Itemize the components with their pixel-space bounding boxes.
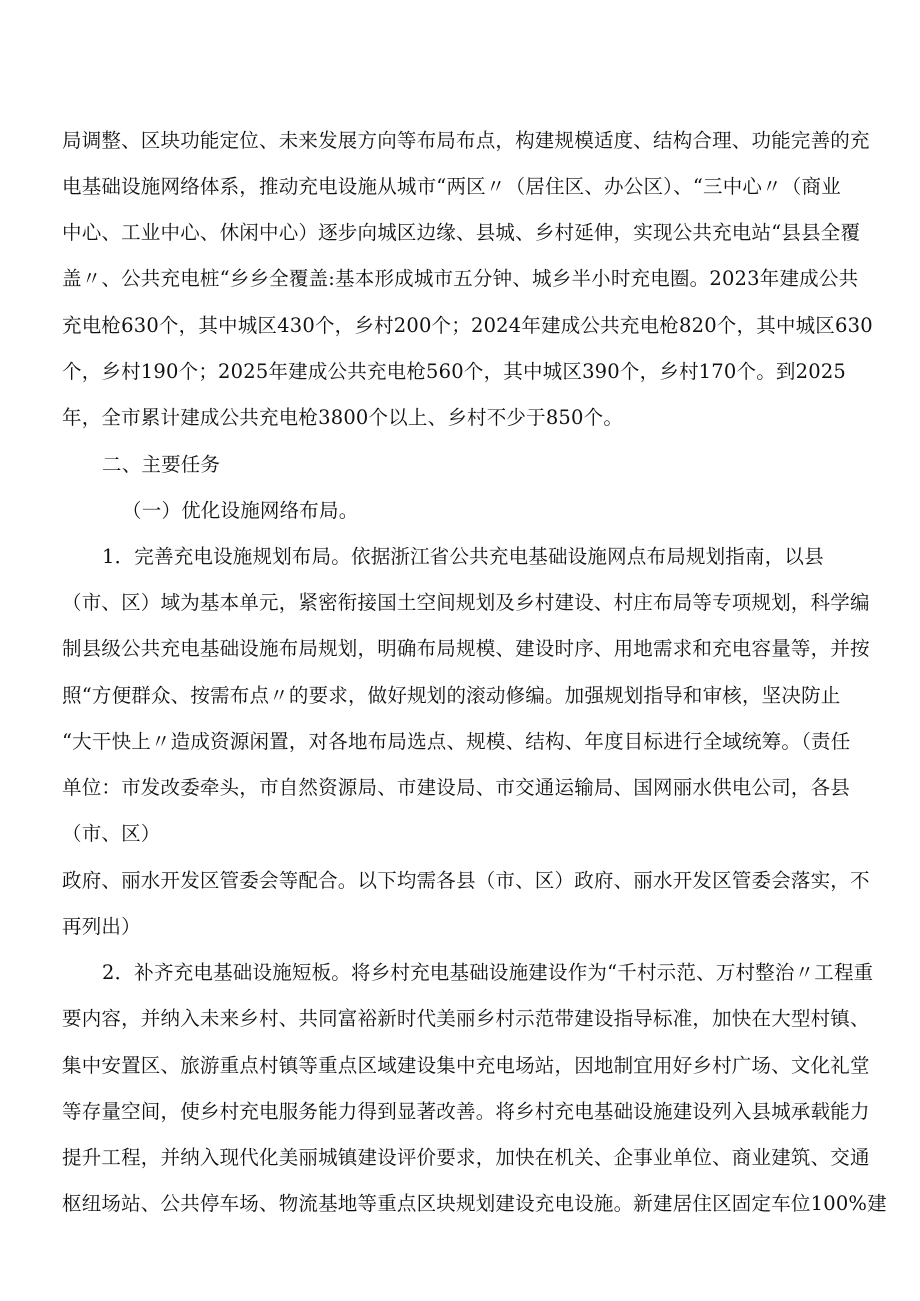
paragraph-line: 单位：市发改委牵头，市自然资源局、市建设局、市交通运输局、国网丽水供电公司，各县	[62, 776, 851, 799]
paragraph-line: 局调整、区块功能定位、未来发展方向等布局布点，构建规模适度、结构合理、功能完善的充	[62, 129, 870, 152]
paragraph-line: 要内容，并纳入未来乡村、共同富裕新时代美丽乡村示范带建设指导标准，加快在大型村镇、	[62, 1007, 870, 1030]
paragraph-line: （市、区）	[62, 822, 161, 845]
paragraph-line: 电基础设施网络体系，推动充电设施从城市“两区〃（居住区、办公区）、“三中心〃（商业	[62, 175, 841, 198]
paragraph-line: 年，全市累计建成公共充电枪3800个以上、乡村不少于850个。	[62, 406, 624, 429]
paragraph-line: 充电枪630个，其中城区430个，乡村200个；2024年建成公共充电枪820个，其中城区630	[62, 314, 873, 337]
section-heading: 二、主要任务	[102, 453, 221, 476]
paragraph-line: 制县级公共充电基础设施布局规划，明确布局规模、建设时序、用地需求和充电容量等，并按	[62, 637, 870, 660]
paragraph-line: 1．完善充电设施规划布局。依据浙江省公共充电基础设施网点布局规划指南，以县	[102, 545, 824, 568]
paragraph-line: 照“方便群众、按需布点〃的要求，做好规划的滚动修编。加强规划指导和审核，坚决防止	[62, 684, 841, 707]
paragraph-line: 盖〃、公共充电桩“乡乡全覆盖:基本形成城市五分钟、城乡半小时充电圈。2023年建成公共	[62, 267, 859, 290]
paragraph-line: 政府、丽水开发区管委会等配合。以下均需各县（市、区）政府、丽水开发区管委会落实，不	[62, 869, 870, 892]
subsection-heading: （一）优化设施网络布局。	[122, 499, 359, 522]
paragraph-line: 枢纽场站、公共停车场、物流基地等重点区块规划建设充电设施。新建居住区固定车位100%建	[62, 1192, 887, 1215]
paragraph-line: 集中安置区、旅游重点村镇等重点区域建设集中充电场站，因地制宜用好乡村广场、文化礼堂	[62, 1054, 870, 1077]
paragraph-line: “大干快上〃造成资源闲置，对各地布局选点、规模、结构、年度目标进行全域统筹。（责任	[62, 730, 851, 753]
paragraph-line: 提升工程，并纳入现代化美丽城镇建设评价要求，加快在机关、企事业单位、商业建筑、交通	[62, 1146, 870, 1169]
paragraph-line: 2．补齐充电基础设施短板。将乡村充电基础设施建设作为“千村示范、万村整治〃工程重	[102, 961, 874, 984]
paragraph-line: 中心、工业中心、休闲中心）逐步向城区边缘、县城、乡村延伸，实现公共充电站“县县全覆	[62, 221, 861, 244]
paragraph-line: 再列出）	[62, 915, 141, 938]
paragraph-line: 个，乡村190个；2025年建成公共充电枪560个，其中城区390个，乡村170个。到2025	[62, 360, 847, 383]
paragraph-line: 等存量空间，使乡村充电服务能力得到显著改善。将乡村充电基础设施建设列入县城承载能力	[62, 1100, 870, 1123]
paragraph-line: （市、区）域为基本单元，紧密衔接国土空间规划及乡村建设、村庄布局等专项规划，科学编	[62, 591, 870, 614]
